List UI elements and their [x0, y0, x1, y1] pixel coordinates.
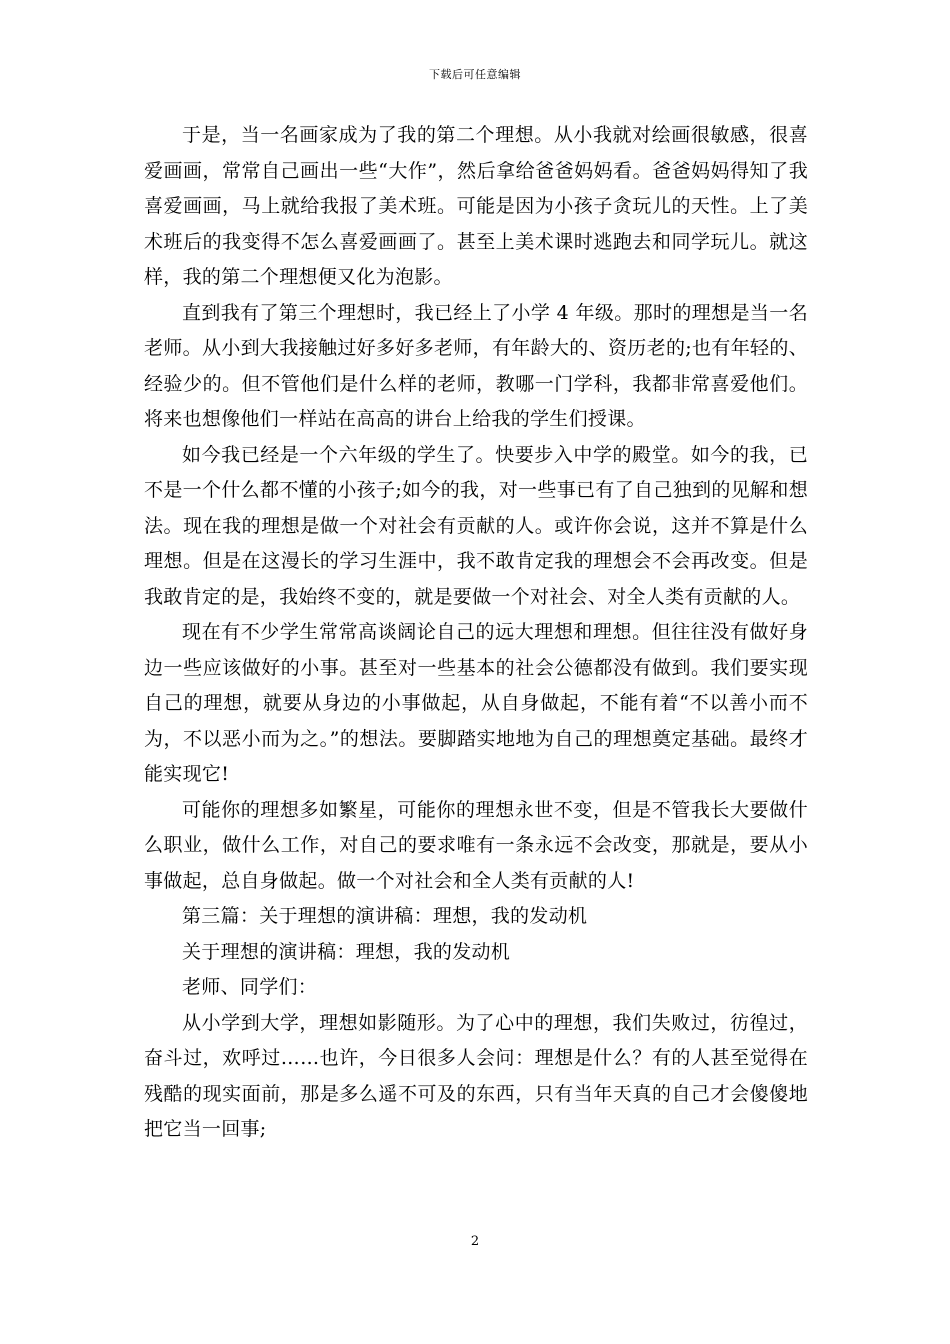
page-header: 下载后可任意编辑: [429, 68, 521, 81]
section-heading: 第三篇：关于理想的演讲稿：理想，我的发动机: [182, 905, 588, 927]
paragraph: 于是，当一名画家成为了我的第二个理想。从小我就对绘画很敏感，很喜爱画画，常常自己画出一些“大作”，然后拿给爸爸妈妈看。爸爸妈妈得知了我喜爱画画，马上就给我报了美术班。可能是因为小孩子贪玩儿的天性。上了美术班后的我变得不怎么喜爱画画了。甚至上美术课时逃跑去和同学玩儿。就这样，我的第二个理想便又化为泡影。: [144, 124, 808, 288]
paragraph: 现在有不少学生常常高谈阔论自己的远大理想和理想。但往往没有做好身边一些应该做好的小事。甚至对一些基本的社会公德都没有做到。我们要实现自己的理想，就要从身边的小事做起，从自身做起，不能有着“不以善小而不为，不以恶小而为之。”的想法。要脚踏实地地为自己的理想奠定基础。最终才能实现它!: [144, 621, 808, 785]
paragraph: 直到我有了第三个理想时，我已经上了小学 4 年级。那时的理想是当一名老师。从小到大我接触过好多好多老师，有年龄大的、资历老的;也有年轻的、经验少的。但不管他们是什么样的老师，教哪一门学科，我都非常喜爱他们。将来也想像他们一样站在高高的讲台上给我的学生们授课。: [144, 301, 808, 430]
salutation: 老师、同学们：: [182, 976, 318, 998]
document-body: [144, 118, 808, 1148]
paragraph: 从小学到大学，理想如影随形。为了心中的理想，我们失败过，彷徨过，奋斗过，欢呼过……也许，今日很多人会问：理想是什么？有的人甚至觉得在残酷的现实面前，那是多么遥不可及的东西，只有当年天真的自己才会傻傻地把它当一回事;: [144, 1011, 808, 1140]
paragraph: 可能你的理想多如繁星，可能你的理想永世不变，但是不管我长大要做什么职业，做什么工作，对自己的要求唯有一条永远不会改变，那就是，要从小事做起，总自身做起。做一个对社会和全人类有贡献的人!: [144, 798, 808, 892]
speech-title: 关于理想的演讲稿：理想，我的发动机: [182, 940, 511, 963]
paragraph: 如今我已经是一个六年级的学生了。快要步入中学的殿堂。如今的我，已不是一个什么都不懂的小孩子;如今的我，对一些事已有了自己独到的见解和想法。现在我的理想是做一个对社会有贡献的人。或许你会说，这并不算是什么理想。但是在这漫长的学习生涯中，我不敢肯定我的理想会不会再改变。但是我敢肯定的是，我始终不变的，就是要做一个对社会、对全人类有贡献的人。: [144, 443, 808, 608]
page-number: 2: [470, 1234, 480, 1249]
